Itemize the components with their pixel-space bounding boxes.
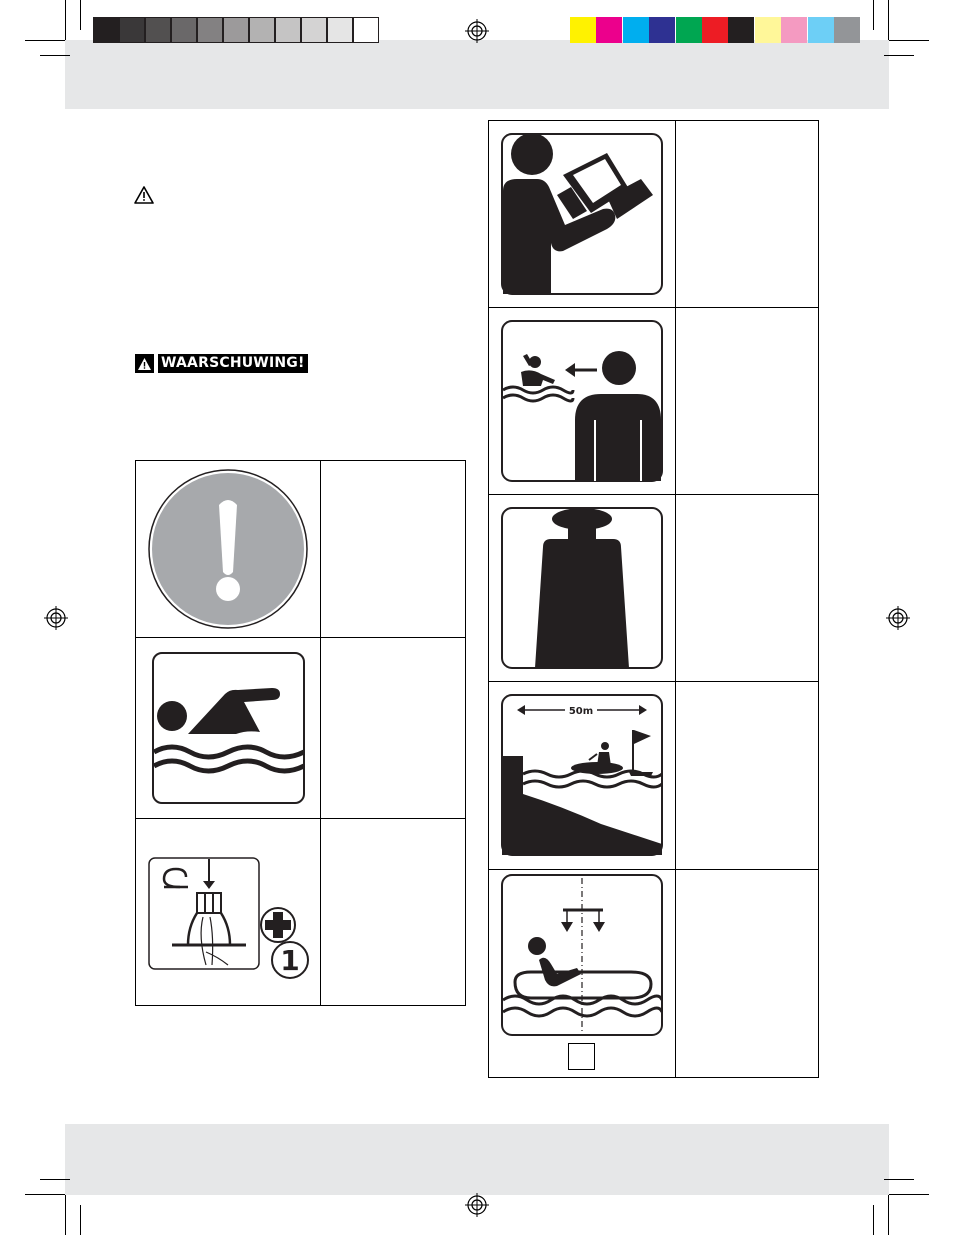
- gray-swatch: [93, 17, 119, 43]
- process-swatch: [781, 17, 807, 43]
- gray-swatch: [301, 17, 327, 43]
- process-swatch: [649, 17, 675, 43]
- process-swatch: [702, 17, 728, 43]
- warning-triangle-icon: [134, 186, 154, 204]
- header-band: [65, 40, 889, 109]
- shore-distance-icon: [501, 694, 663, 856]
- swimmer-icon: [152, 652, 305, 804]
- process-swatch: [808, 17, 834, 43]
- process-swatch: [728, 17, 754, 43]
- gray-swatch: [327, 17, 353, 43]
- warning-label: [135, 354, 308, 373]
- gray-swatch: [171, 17, 197, 43]
- process-swatch: [570, 17, 596, 43]
- process-swatch: [676, 17, 702, 43]
- supervision-icon: [501, 320, 663, 482]
- gray-swatch: [249, 17, 275, 43]
- warning-text: WAARSCHUWING!: [158, 354, 308, 373]
- gray-swatch: [145, 17, 171, 43]
- read-manual-icon: [501, 133, 663, 295]
- weight-icon: [501, 507, 663, 669]
- process-swatch: [755, 17, 781, 43]
- page-number-box: [568, 1043, 595, 1070]
- registration-mark-icon: [465, 1193, 489, 1217]
- gray-swatch: [223, 17, 249, 43]
- boat-centerline-icon: [501, 874, 663, 1036]
- registration-mark-icon: [886, 606, 910, 630]
- warning-triangle-icon: [135, 354, 154, 373]
- process-swatch: [596, 17, 622, 43]
- registration-mark-icon: [465, 19, 489, 43]
- footer-band: [65, 1124, 889, 1195]
- gray-swatch: [119, 17, 145, 43]
- gray-swatch: [197, 17, 223, 43]
- process-swatch: [623, 17, 649, 43]
- registration-mark-icon: [44, 606, 68, 630]
- distance-label: 50m: [568, 706, 594, 717]
- exclamation-circle-icon: [147, 468, 309, 630]
- gray-swatch: [353, 17, 379, 43]
- gray-swatch: [275, 17, 301, 43]
- process-swatch: [834, 17, 860, 43]
- first-aid-number: 1: [280, 944, 300, 977]
- reanimation-first-aid-icon: [148, 857, 311, 980]
